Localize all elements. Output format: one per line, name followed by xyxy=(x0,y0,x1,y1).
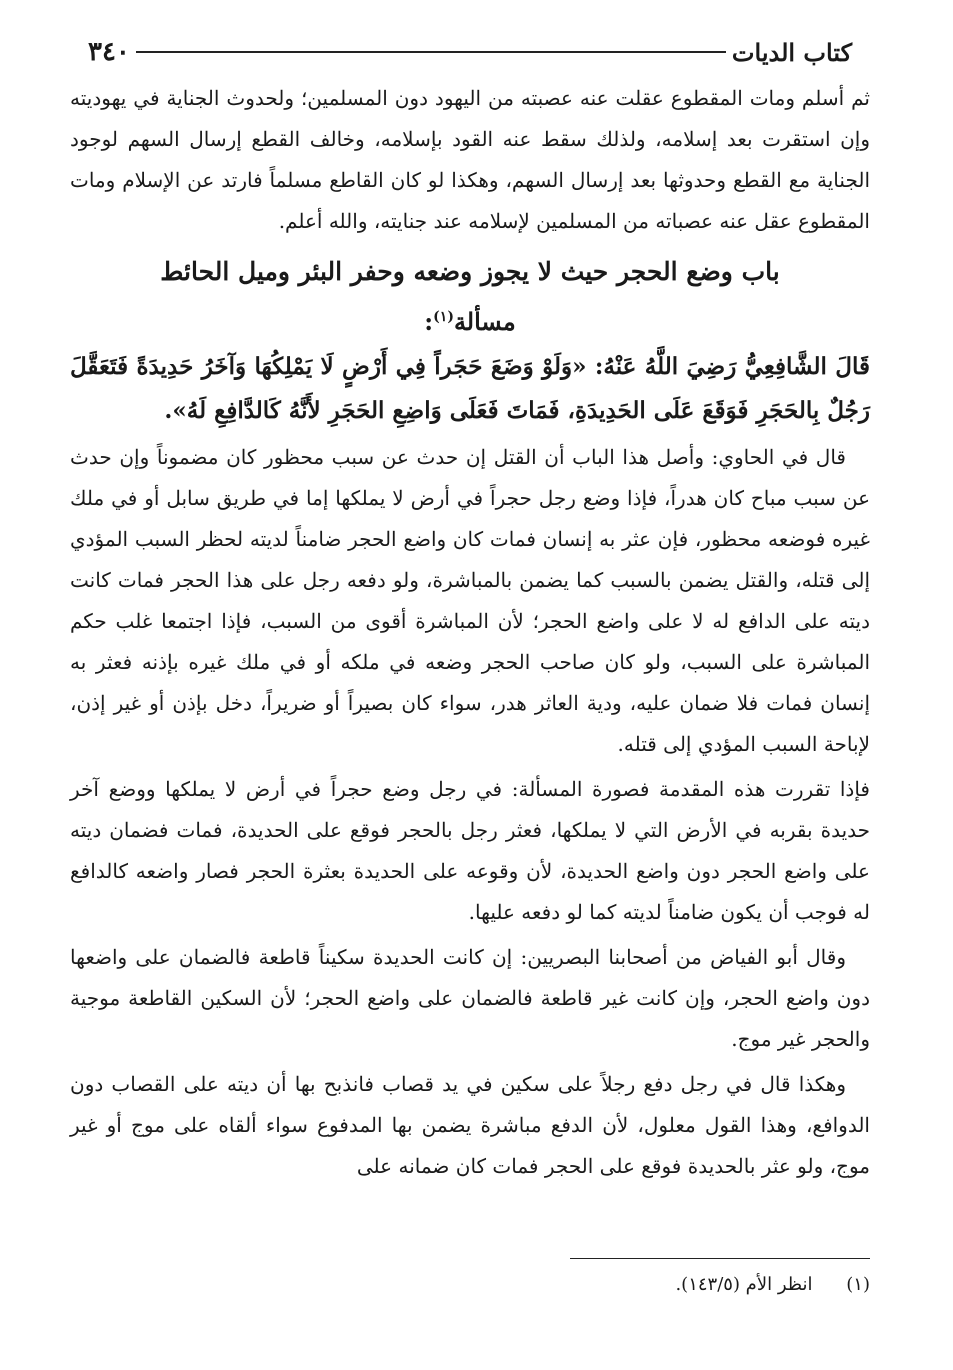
body-paragraph: فإذا تقررت هذه المقدمة فصورة المسألة: في رجل وضع حجراً في أرض لا يملكها ووضع آخر حديدة بقربه في الأرض التي لا يملكها، فعثر رجل بالحجر فوقع على الحديدة، فمات فضمان ديته على واضع الحجر دون واضع الحديدة، لأن وقوعه على الحديدة بعثرة الحجر فصار واضعه كالدافع له فوجب أن يكون ضامناً لديته كما لو دفعه عليها. xyxy=(70,777,870,924)
body-paragraph: قال في الحاوي: وأصل هذا الباب أن القتل إن حدث عن سبب محظور كان مضموناً وإن حدث عن سبب مباح كان هدراً، فإذا وضع رجل حجراً في أرض لا يملكها إما في طريق سابل أو في ملك غيره فوضعه محظور، فإن عثر به إنسان فمات كان واضع الحجر ضامناً لديته لحظر السبب المؤدي إلى قتله، والقتل يضمن بالسبب كما يضمن بالمباشرة، ولو دفعه رجل على هذا الحجر فمات كانت ديته على الدافع له لا على واضع الحجر؛ لأن المباشرة أقوى من السبب، فإذا اجتمعا غلب حكم المباشرة على السبب، ولو كان صاحب الحجر وضعه في ملكه أو في ملك غيره بإذنه فعثر به إنسان فمات فلا ضمان عليه، ودية العاثر هدر، سواء كان بصيراً أو ضريراً، دخل بإذن أو غير إذن، لإباحة السبب المؤدي إلى قتله. xyxy=(70,445,870,756)
issue-title-text: مسألة xyxy=(453,307,516,336)
issue-title-colon: : xyxy=(424,307,434,336)
footnote-text: انظر الأم (١٤٣/٥). xyxy=(675,1274,813,1295)
page-number: ٣٤٠ xyxy=(88,37,130,67)
footnote-number: (١) xyxy=(846,1274,870,1295)
book-title: كتاب الديات xyxy=(731,37,852,67)
footnote-rule xyxy=(570,1258,870,1259)
shafii-quote: قَالَ الشَّافِعِيُّ رَضِيَ اللَّهُ عَنْهُ: «وَلَوْ وَضَعَ حَجَراً فِي أَرْضٍ لَا يَمْلِكُهَا وَآخَرُ حَدِيدَةً فَتَعَقَّلَ رَجُلٌ بِالحَجَرِ فَوَقَعَ عَلَى الحَدِيدَةِ، فَمَاتَ فَعَلَى وَاضِعِ الحَجَرِ لأَنَّهُ كَالدَّافِعِ لَهُ». xyxy=(70,353,870,424)
issue-footnote-marker[interactable]: (١) xyxy=(433,309,454,325)
chapter-title: باب وضع الحجر حيث لا يجوز وضعه وحفر البئر وميل الحائط xyxy=(160,257,780,286)
intro-paragraph: ثم أسلم ومات المقطوع عقلت عنه عصبته من اليهود دون المسلمين؛ ولحدوث الجناية في يهوديته وإن استقرت بعد إسلامه، ولذلك سقط عنه القود بإسلامه، وخالف القطع إرسال السهم لوجود الجناية مع القطع وحدوثها بعد إرسال السهم، وهكذا لو كان القاطع مسلماً فارتد عن الإسلام ومات المقطوع عقل عنه عصباته من المسلمين لإسلامه عند جنايته، والله أعلم. xyxy=(70,86,870,233)
issue-title xyxy=(70,294,870,345)
header-rule xyxy=(136,51,726,53)
body-paragraph: وقال أبو الفياض من أصحابنا البصريين: إن كانت الحديدة سكيناً قاطعة فالضمان على واضعها دون واضع الحجر، وإن كانت غير قاطعة فالضمان على واضع الحجر؛ لأن السكين القاطعة موجية والحجر غير موج. xyxy=(70,945,870,1051)
running-header xyxy=(70,30,870,74)
footnote xyxy=(675,1272,870,1298)
page xyxy=(70,30,870,1340)
body-paragraph: وهكذا قال في رجل دفع رجلاً على سكين في يد قصاب فانذبح بها أن ديته على القصاب دون الدوافع، وهذا القول معلول، لأن الدفع مباشرة يضمن بها المدفوع سواء ألقاه على موج أو غير موج، ولو عثر بالحديدة فوقع على الحجر فمات كان ضمانه على xyxy=(70,1072,870,1178)
